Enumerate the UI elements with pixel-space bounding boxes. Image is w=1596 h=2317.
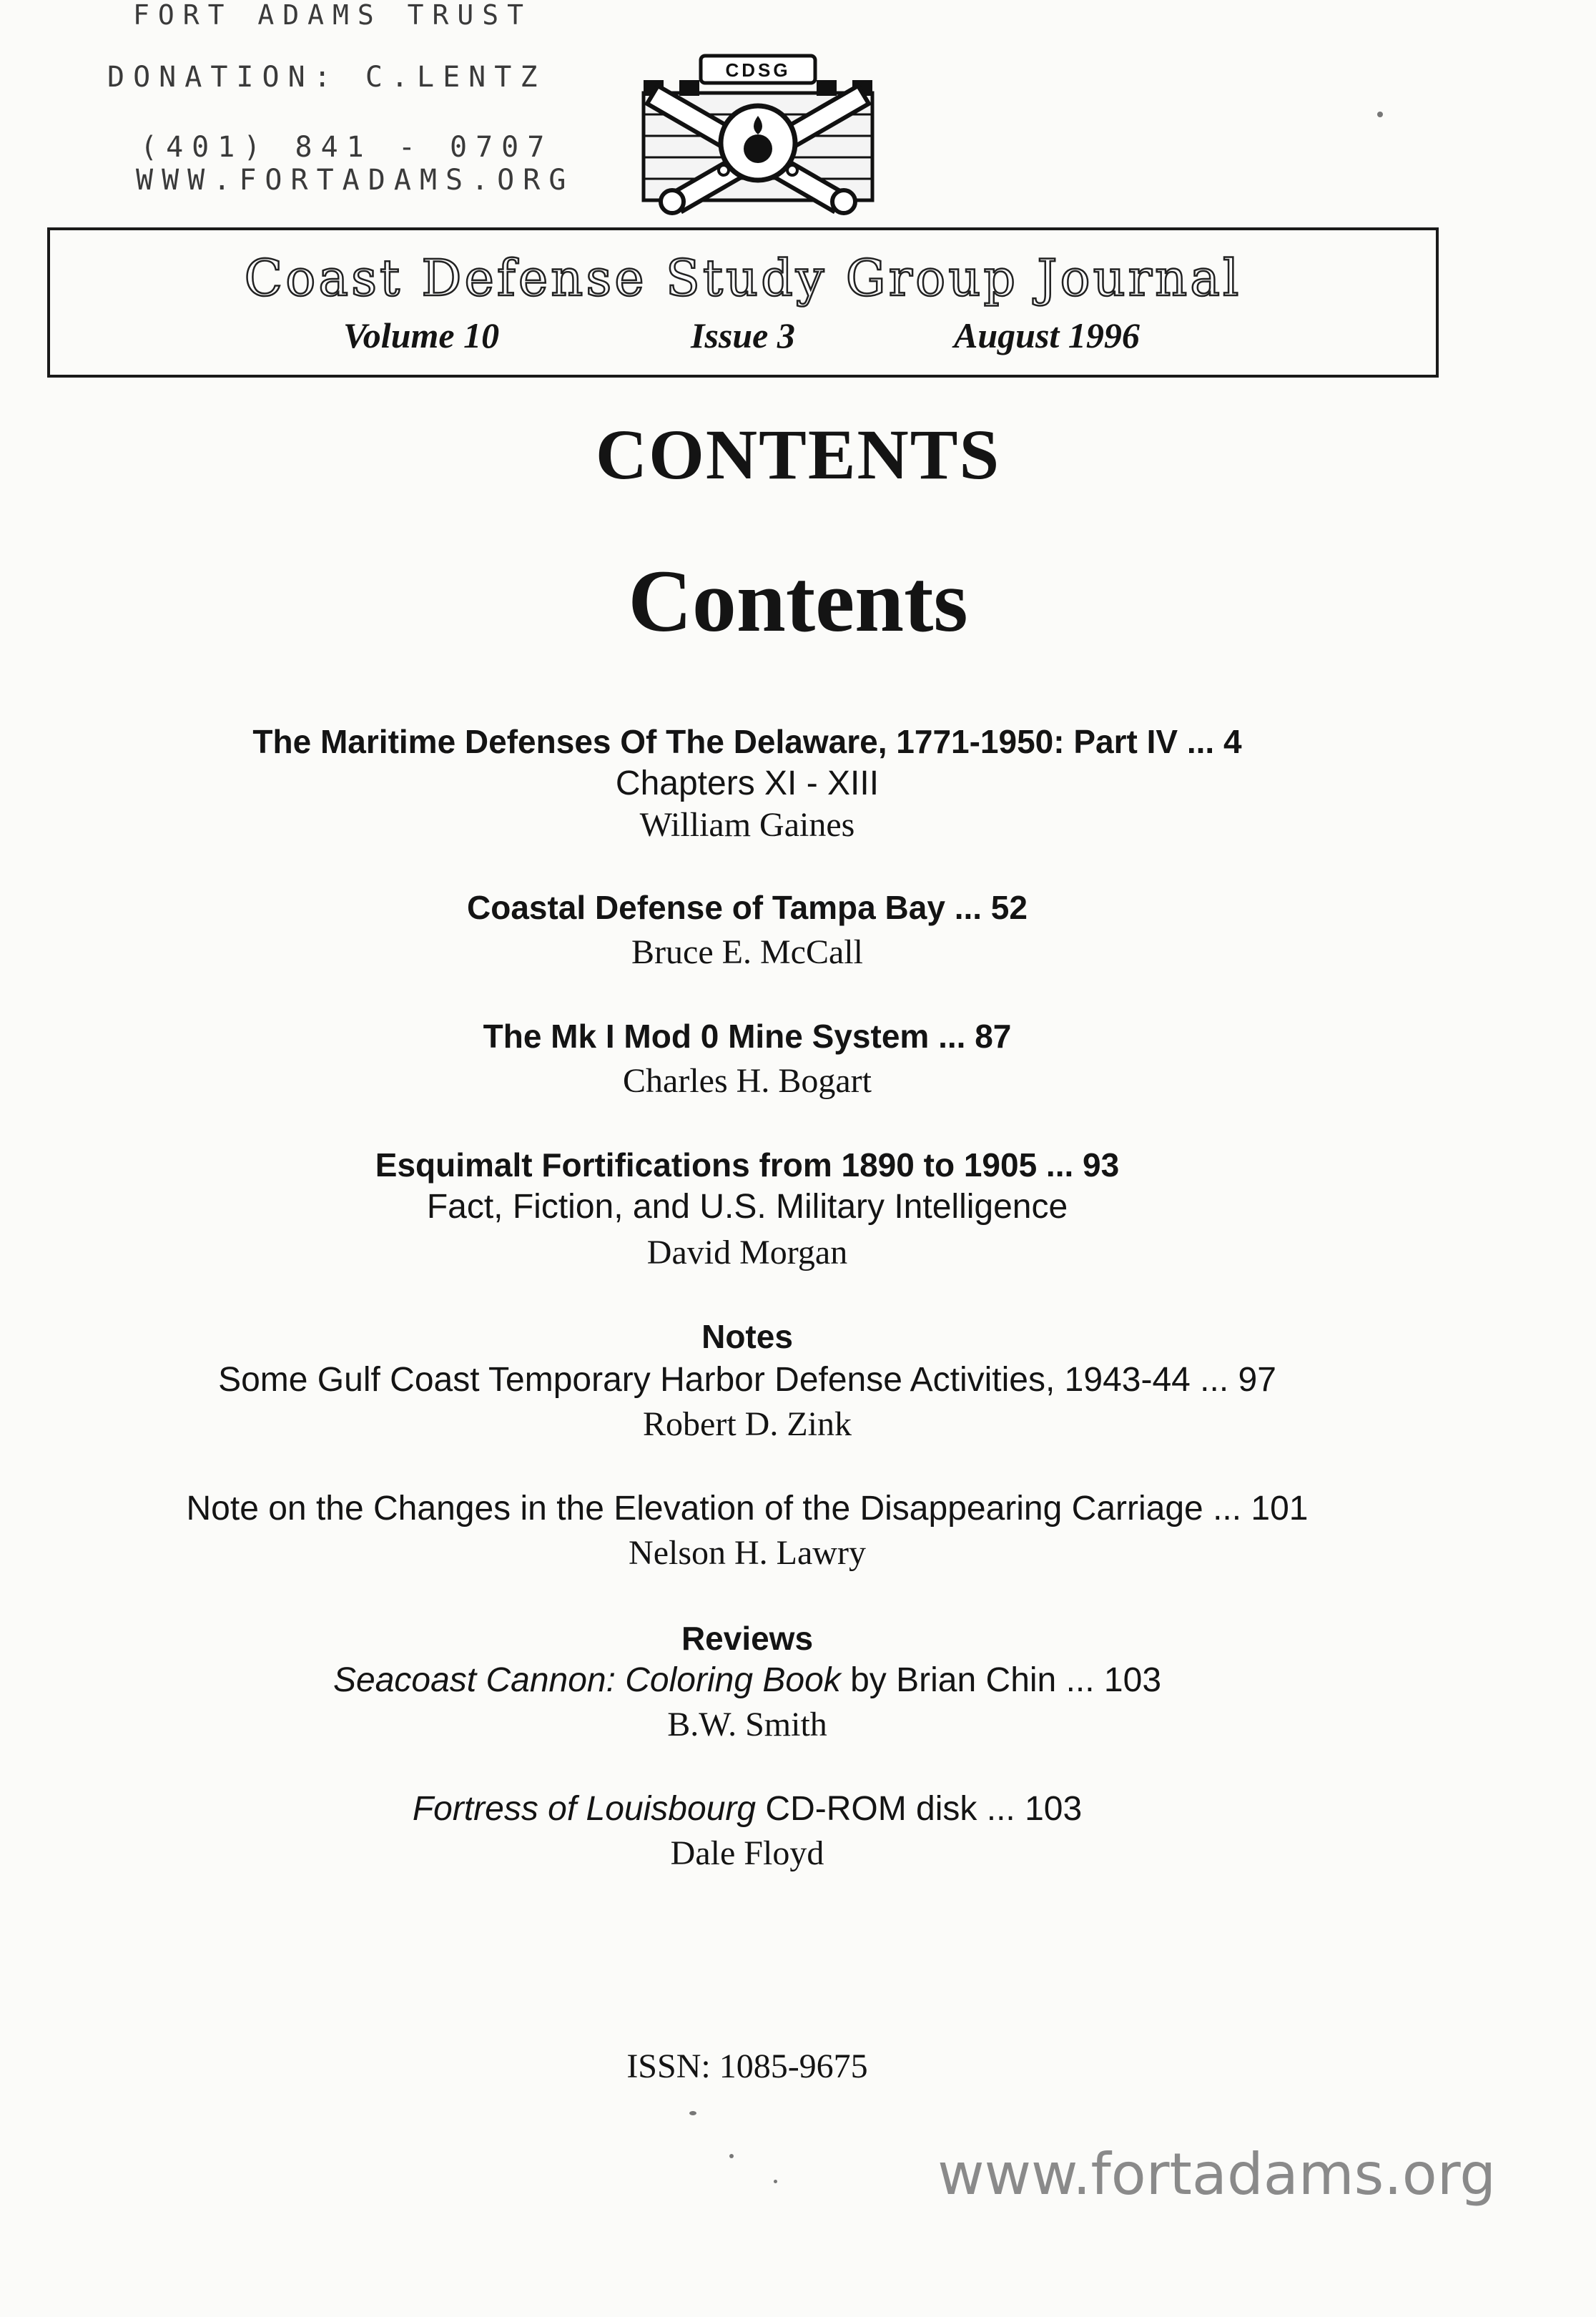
site-watermark: www.fortadams.org — [937, 2141, 1496, 2208]
contents-heading-caps: CONTENTS — [595, 415, 1001, 494]
review-title — [0, 1789, 1494, 1829]
note-author: Robert D. Zink — [643, 1405, 852, 1443]
journal-header-box — [47, 227, 1439, 378]
article-author: Charles H. Bogart — [623, 1062, 872, 1100]
article-title: The Mk I Mod 0 Mine System ... 87 — [483, 1018, 1012, 1055]
article-title: Esquimalt Fortifications from 1890 to 1905 ... 93 — [375, 1146, 1120, 1184]
note-title: Note on the Changes in the Elevation of the Disappearing Carriage ... 101 — [186, 1490, 1309, 1528]
scan-speck — [689, 2111, 696, 2115]
reviews-heading: Reviews — [681, 1620, 814, 1657]
article-author: David Morgan — [646, 1234, 848, 1271]
issue-label: Issue 3 — [691, 315, 795, 355]
review-title-rest: CD-ROM disk ... 103 — [756, 1790, 1083, 1828]
stamp-line-url: WWW.FORTADAMS.ORG — [136, 164, 575, 197]
stamp-line-phone: (401) 841 - 0707 — [140, 131, 553, 164]
review-author: B.W. Smith — [667, 1706, 827, 1743]
review-title-italic: Seacoast Cannon: Coloring Book — [332, 1661, 841, 1699]
logo-badge-text: CDSG — [725, 59, 791, 81]
note-author: Nelson H. Lawry — [629, 1534, 866, 1572]
article-title: Coastal Defense of Tampa Bay ... 52 — [467, 889, 1028, 926]
cdsg-logo-icon — [629, 50, 887, 222]
article-subtitle: Fact, Fiction, and U.S. Military Intelligence — [426, 1188, 1068, 1226]
article-author: William Gaines — [639, 806, 855, 844]
volume-label: Volume 10 — [343, 315, 500, 355]
journal-title: Coast Defense Study Group Journal — [244, 249, 1242, 308]
notes-heading: Notes — [701, 1318, 793, 1355]
article-subtitle: Chapters XI - XIII — [615, 764, 880, 802]
issn: ISSN: 1085-9675 — [626, 2047, 868, 2085]
date-label: August 1996 — [954, 315, 1140, 355]
contents-heading: Contents — [628, 552, 968, 650]
stamp-line-org: FORT ADAMS TRUST — [133, 0, 533, 31]
review-title-italic: Fortress of Louisbourg — [412, 1790, 757, 1828]
review-title — [0, 1661, 1494, 1700]
article-title: The Maritime Defenses Of The Delaware, 1771-1950: Part IV ... 4 — [252, 723, 1242, 760]
scan-speck — [774, 2180, 777, 2183]
review-title-rest: by Brian Chin ... 103 — [840, 1661, 1162, 1699]
review-author: Dale Floyd — [670, 1834, 824, 1872]
scan-speck — [729, 2154, 734, 2158]
stamp-line-donation: DONATION: C.LENTZ — [107, 61, 546, 94]
scan-speck — [1377, 112, 1383, 117]
note-title: Some Gulf Coast Temporary Harbor Defense Activities, 1943-44 ... 97 — [218, 1361, 1276, 1399]
article-author: Bruce E. McCall — [631, 933, 863, 971]
